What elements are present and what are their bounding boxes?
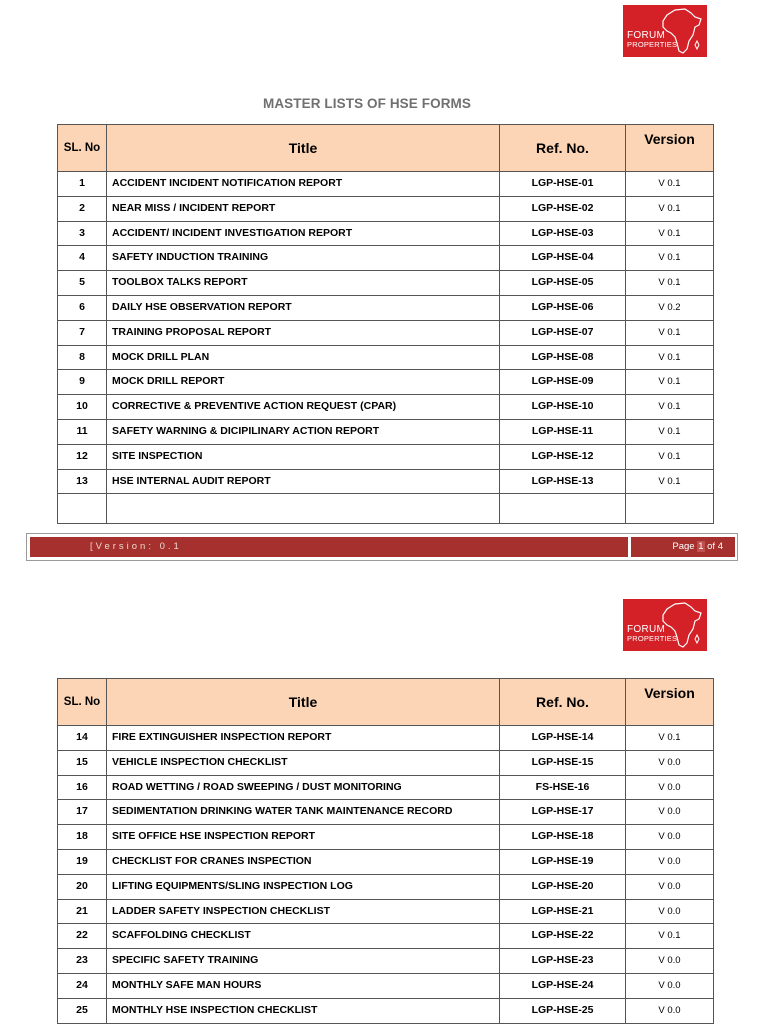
cell-title: LIFTING EQUIPMENTS/SLING INSPECTION LOG xyxy=(107,874,500,899)
cell-sl-no: 24 xyxy=(58,973,107,998)
cell-version: V 0.0 xyxy=(626,949,714,974)
cell-title: VEHICLE INSPECTION CHECKLIST xyxy=(107,750,500,775)
cell-sl-no: 13 xyxy=(58,469,107,494)
cell-sl-no: 1 xyxy=(58,172,107,197)
cell-ref-no: LGP-HSE-07 xyxy=(500,320,626,345)
cell-title: SITE INSPECTION xyxy=(107,444,500,469)
cell-ref-no: LGP-HSE-13 xyxy=(500,469,626,494)
table-row xyxy=(58,469,714,494)
table-row xyxy=(58,949,714,974)
cell-title: CHECKLIST FOR CRANES INSPECTION xyxy=(107,849,500,874)
table-header-row xyxy=(58,679,714,726)
table-row xyxy=(58,320,714,345)
table-row xyxy=(58,196,714,221)
cell-version: V 0.1 xyxy=(626,320,714,345)
cell-ref-no: LGP-HSE-21 xyxy=(500,899,626,924)
table-row xyxy=(58,295,714,320)
empty-cell xyxy=(107,494,500,524)
cell-sl-no: 5 xyxy=(58,271,107,296)
table-row xyxy=(58,221,714,246)
table-row xyxy=(58,924,714,949)
empty-cell xyxy=(626,494,714,524)
table-row xyxy=(58,874,714,899)
cell-version: V 0.0 xyxy=(626,825,714,850)
table-row xyxy=(58,172,714,197)
empty-cell xyxy=(58,494,107,524)
cell-ref-no: LGP-HSE-19 xyxy=(500,849,626,874)
cell-version: V 0.1 xyxy=(626,726,714,751)
table-row xyxy=(58,750,714,775)
page-prefix: Page xyxy=(672,541,698,552)
cell-version: V 0.1 xyxy=(626,370,714,395)
cell-version: V 0.0 xyxy=(626,800,714,825)
cell-title: SAFETY WARNING & DICIPILINARY ACTION REPORT xyxy=(107,419,500,444)
cell-sl-no: 6 xyxy=(58,295,107,320)
cell-ref-no: LGP-HSE-01 xyxy=(500,172,626,197)
cell-title: SPECIFIC SAFETY TRAINING xyxy=(107,949,500,974)
cell-version: V 0.1 xyxy=(626,271,714,296)
cell-version: V 0.0 xyxy=(626,998,714,1023)
cell-title: DAILY HSE OBSERVATION REPORT xyxy=(107,295,500,320)
cell-ref-no: LGP-HSE-06 xyxy=(500,295,626,320)
cell-title: SITE OFFICE HSE INSPECTION REPORT xyxy=(107,825,500,850)
cell-title: ACCIDENT INCIDENT NOTIFICATION REPORT xyxy=(107,172,500,197)
table-row xyxy=(58,998,714,1023)
cell-sl-no: 15 xyxy=(58,750,107,775)
cell-sl-no: 20 xyxy=(58,874,107,899)
page-suffix: of 4 xyxy=(704,541,723,552)
cell-ref-no: LGP-HSE-11 xyxy=(500,419,626,444)
cell-sl-no: 3 xyxy=(58,221,107,246)
cell-title: MOCK DRILL PLAN xyxy=(107,345,500,370)
cell-sl-no: 8 xyxy=(58,345,107,370)
hse-forms-table-page-2 xyxy=(57,678,714,1024)
logo-wordmark xyxy=(627,625,677,643)
cell-sl-no: 2 xyxy=(58,196,107,221)
header-title: Title xyxy=(107,679,500,726)
hse-forms-table-page-1 xyxy=(57,124,714,524)
cell-version: V 0.0 xyxy=(626,973,714,998)
cell-sl-no: 22 xyxy=(58,924,107,949)
cell-ref-no: LGP-HSE-17 xyxy=(500,800,626,825)
cell-sl-no: 10 xyxy=(58,395,107,420)
cell-version: V 0.1 xyxy=(626,419,714,444)
cell-title: ACCIDENT/ INCIDENT INVESTIGATION REPORT xyxy=(107,221,500,246)
cell-title: LADDER SAFETY INSPECTION CHECKLIST xyxy=(107,899,500,924)
cell-ref-no: LGP-HSE-02 xyxy=(500,196,626,221)
cell-sl-no: 19 xyxy=(58,849,107,874)
cell-title: ROAD WETTING / ROAD SWEEPING / DUST MONITORING xyxy=(107,775,500,800)
table-row xyxy=(58,271,714,296)
cell-title: FIRE EXTINGUISHER INSPECTION REPORT xyxy=(107,726,500,751)
cell-sl-no: 17 xyxy=(58,800,107,825)
cell-sl-no: 7 xyxy=(58,320,107,345)
header-ref-no: Ref. No. xyxy=(500,679,626,726)
cell-ref-no: LGP-HSE-04 xyxy=(500,246,626,271)
table-row xyxy=(58,370,714,395)
logo-line-1: FORUM xyxy=(627,624,666,635)
logo-line-1: FORUM xyxy=(627,30,666,41)
header-version: Version xyxy=(626,125,714,172)
cell-version: V 0.1 xyxy=(626,221,714,246)
empty-cell xyxy=(500,494,626,524)
cell-ref-no: FS-HSE-16 xyxy=(500,775,626,800)
cell-ref-no: LGP-HSE-10 xyxy=(500,395,626,420)
cell-title: SEDIMENTATION DRINKING WATER TANK MAINTENANCE RECORD xyxy=(107,800,500,825)
table-row xyxy=(58,419,714,444)
cell-title: NEAR MISS / INCIDENT REPORT xyxy=(107,196,500,221)
cell-ref-no: LGP-HSE-24 xyxy=(500,973,626,998)
cell-sl-no: 14 xyxy=(58,726,107,751)
cell-version: V 0.1 xyxy=(626,924,714,949)
cell-version: V 0.0 xyxy=(626,849,714,874)
table-row xyxy=(58,246,714,271)
cell-ref-no: LGP-HSE-15 xyxy=(500,750,626,775)
cell-sl-no: 12 xyxy=(58,444,107,469)
page-footer xyxy=(26,533,738,561)
cell-sl-no: 21 xyxy=(58,899,107,924)
table-row xyxy=(58,444,714,469)
cell-title: SCAFFOLDING CHECKLIST xyxy=(107,924,500,949)
cell-sl-no: 9 xyxy=(58,370,107,395)
cell-version: V 0.1 xyxy=(626,172,714,197)
cell-title: HSE INTERNAL AUDIT REPORT xyxy=(107,469,500,494)
cell-version: V 0.0 xyxy=(626,899,714,924)
cell-ref-no: LGP-HSE-03 xyxy=(500,221,626,246)
logo-line-2: PROPERTIES xyxy=(627,634,678,643)
page-current: 1 xyxy=(698,541,704,552)
cell-version: V 0.1 xyxy=(626,469,714,494)
cell-version: V 0.1 xyxy=(626,196,714,221)
cell-ref-no: LGP-HSE-05 xyxy=(500,271,626,296)
logo-line-2: PROPERTIES xyxy=(627,40,678,49)
cell-title: MOCK DRILL REPORT xyxy=(107,370,500,395)
table-header-row xyxy=(58,125,714,172)
table-row xyxy=(58,800,714,825)
cell-sl-no: 11 xyxy=(58,419,107,444)
table-row xyxy=(58,395,714,420)
table-row xyxy=(58,726,714,751)
cell-title: CORRECTIVE & PREVENTIVE ACTION REQUEST (CPAR) xyxy=(107,395,500,420)
logo-wordmark xyxy=(627,31,677,49)
footer-version: [Version: 0.1 xyxy=(30,537,628,557)
cell-version: V 0.2 xyxy=(626,295,714,320)
table-row xyxy=(58,973,714,998)
cell-ref-no: LGP-HSE-09 xyxy=(500,370,626,395)
cell-version: V 0.1 xyxy=(626,345,714,370)
cell-sl-no: 16 xyxy=(58,775,107,800)
cell-ref-no: LGP-HSE-20 xyxy=(500,874,626,899)
table-row xyxy=(58,849,714,874)
document-title: MASTER LISTS OF HSE FORMS xyxy=(262,96,471,111)
header-ref-no: Ref. No. xyxy=(500,125,626,172)
header-sl-no: SL. No xyxy=(58,125,107,172)
cell-sl-no: 4 xyxy=(58,246,107,271)
cell-ref-no: LGP-HSE-12 xyxy=(500,444,626,469)
cell-title: SAFETY INDUCTION TRAINING xyxy=(107,246,500,271)
cell-title: TRAINING PROPOSAL REPORT xyxy=(107,320,500,345)
cell-version: V 0.0 xyxy=(626,874,714,899)
cell-version: V 0.1 xyxy=(626,444,714,469)
company-logo-page-2 xyxy=(623,599,707,651)
cell-sl-no: 25 xyxy=(58,998,107,1023)
cell-title: MONTHLY SAFE MAN HOURS xyxy=(107,973,500,998)
cell-title: MONTHLY HSE INSPECTION CHECKLIST xyxy=(107,998,500,1023)
cell-version: V 0.1 xyxy=(626,395,714,420)
table-row xyxy=(58,775,714,800)
company-logo xyxy=(623,5,707,57)
cell-version: V 0.0 xyxy=(626,750,714,775)
header-version: Version xyxy=(626,679,714,726)
cell-ref-no: LGP-HSE-25 xyxy=(500,998,626,1023)
cell-title: TOOLBOX TALKS REPORT xyxy=(107,271,500,296)
cell-version: V 0.1 xyxy=(626,246,714,271)
table-row xyxy=(58,825,714,850)
cell-sl-no: 18 xyxy=(58,825,107,850)
cell-ref-no: LGP-HSE-18 xyxy=(500,825,626,850)
cell-ref-no: LGP-HSE-14 xyxy=(500,726,626,751)
table-row-empty xyxy=(58,494,714,524)
cell-ref-no: LGP-HSE-22 xyxy=(500,924,626,949)
cell-sl-no: 23 xyxy=(58,949,107,974)
footer-page-number xyxy=(631,537,735,557)
cell-version: V 0.0 xyxy=(626,775,714,800)
table-row xyxy=(58,345,714,370)
header-sl-no: SL. No xyxy=(58,679,107,726)
table-row xyxy=(58,899,714,924)
cell-ref-no: LGP-HSE-23 xyxy=(500,949,626,974)
header-title: Title xyxy=(107,125,500,172)
cell-ref-no: LGP-HSE-08 xyxy=(500,345,626,370)
